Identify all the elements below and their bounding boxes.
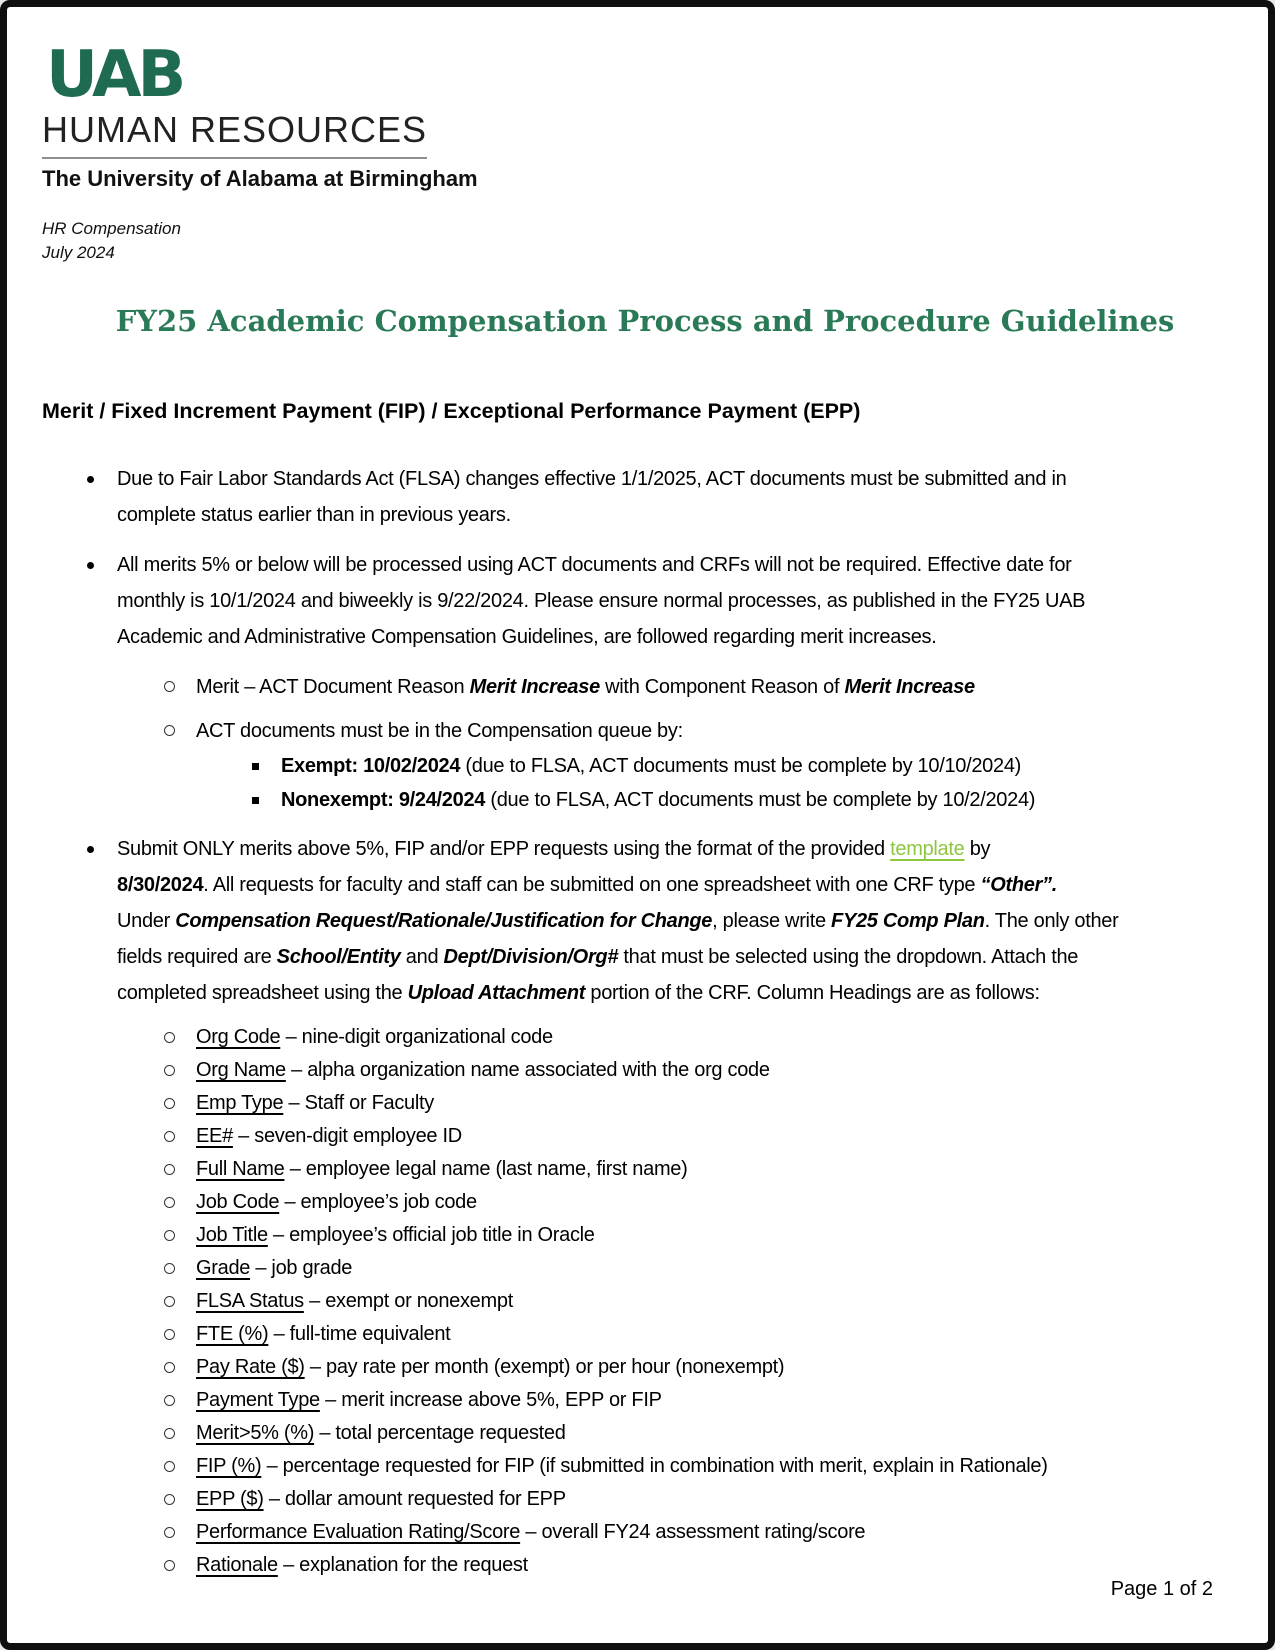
circle-bullet-icon [164, 1230, 175, 1241]
disc-bullet-icon [87, 846, 94, 853]
list-item [42, 1021, 1248, 1054]
list-item-text: FTE (%) – full-time equivalent [196, 1323, 451, 1345]
list-item [42, 1483, 1248, 1516]
circle-bullet-icon [164, 1032, 175, 1043]
list-item [42, 1285, 1248, 1318]
circle-bullet-icon [164, 1263, 175, 1274]
disc-bullet-icon [87, 562, 94, 569]
list-item-text: Submit ONLY merits above 5%, FIP and/or EPP requests using the format of the provided template by 8/30/2024. All requests for faculty and staff can be submitted on one spreadsheet with one CRF type “Other”. Under Compensation Request/Rationale/Justification for Change, please write FY25 Comp Plan. The only other fields required are School/Entity and Dept/Division/Org# that must be selected using the dropdown. Attach the completed spreadsheet using the Upload Attachment portion of the CRF. Column Headings are as follows: [117, 838, 1119, 1004]
circle-bullet-icon [164, 1296, 175, 1307]
circle-bullet-icon [164, 1560, 175, 1571]
list-item [42, 1516, 1248, 1549]
list-item [42, 783, 1248, 817]
template-link[interactable]: template [890, 838, 965, 860]
list-item-text: EE# – seven-digit employee ID [196, 1125, 462, 1147]
list-item [42, 1054, 1248, 1087]
list-item-text: Full Name – employee legal name (last name, first name) [196, 1158, 688, 1180]
circle-bullet-icon [164, 1362, 175, 1373]
meta-line-department: HR Compensation [42, 219, 181, 238]
list-item-text: Job Code – employee’s job code [196, 1191, 477, 1213]
list-item [42, 1153, 1248, 1186]
list-item-text: Job Title – employee’s official job title in Oracle [196, 1224, 595, 1246]
list-item [42, 749, 1248, 783]
list-item-text: Exempt: 10/02/2024 (due to FLSA, ACT documents must be complete by 10/10/2024) [281, 755, 1022, 777]
circle-bullet-icon [164, 1098, 175, 1109]
list-item [42, 1549, 1248, 1582]
circle-bullet-icon [164, 1494, 175, 1505]
list-item [42, 1087, 1248, 1120]
circle-bullet-icon [164, 1164, 175, 1175]
list-item-text: Rationale – explanation for the request [196, 1554, 528, 1576]
footer [1111, 1577, 1213, 1601]
list-item [42, 1252, 1248, 1285]
org-name: HUMAN RESOURCES [42, 109, 428, 150]
list-item [42, 1351, 1248, 1384]
list-item-text: Payment Type – merit increase above 5%, EPP or FIP [196, 1389, 662, 1411]
list-item [42, 1120, 1248, 1153]
list-item-text: Merit – ACT Document Reason Merit Increase with Component Reason of Merit Increase [196, 676, 975, 698]
circle-bullet-icon [164, 1395, 175, 1406]
meta-line-date: July 2024 [42, 243, 115, 262]
list-item [42, 1219, 1248, 1252]
list-item-text: FLSA Status – exempt or nonexempt [196, 1290, 513, 1312]
square-bullet-icon [252, 797, 259, 804]
circle-bullet-icon [164, 1065, 175, 1076]
document-body [42, 461, 1248, 1582]
list-item-text: Grade – job grade [196, 1257, 353, 1279]
list-item-text: EPP ($) – dollar amount requested for EPP [196, 1488, 566, 1510]
list-item-text: Org Name – alpha organization name associated with the org code [196, 1059, 770, 1081]
list-item [42, 713, 1248, 749]
list-item [42, 547, 1248, 655]
university-tagline: The University of Alabama at Birmingham [42, 166, 478, 191]
list-item [42, 1417, 1248, 1450]
square-bullet-icon [252, 763, 259, 770]
list-item [42, 1318, 1248, 1351]
circle-bullet-icon [164, 1527, 175, 1538]
list-item [42, 1186, 1248, 1219]
list-item-text: ACT documents must be in the Compensation queue by: [196, 720, 683, 742]
header [42, 38, 1248, 265]
list-item-text: Performance Evaluation Rating/Score – overall FY24 assessment rating/score [196, 1521, 866, 1543]
circle-bullet-icon [164, 1428, 175, 1439]
circle-bullet-icon [164, 1131, 175, 1142]
list-item-text: Due to Fair Labor Standards Act (FLSA) changes effective 1/1/2025, ACT documents must be submitted and in complete status earlier than in previous years. [117, 468, 1067, 526]
circle-bullet-icon [164, 681, 175, 692]
page-number: Page 1 of 2 [1110, 1578, 1213, 1600]
list-item-text: Pay Rate ($) – pay rate per month (exempt) or per hour (nonexempt) [196, 1356, 785, 1378]
disc-bullet-icon [87, 476, 94, 483]
list-item [42, 831, 1248, 1011]
circle-bullet-icon [164, 1197, 175, 1208]
circle-bullet-icon [164, 1329, 175, 1340]
list-item-text: Merit>5% (%) – total percentage requested [196, 1422, 566, 1444]
circle-bullet-icon [164, 725, 175, 736]
section-heading: Merit / Fixed Increment Payment (FIP) / Exceptional Performance Payment (EPP) [42, 399, 861, 423]
list-item-text: Nonexempt: 9/24/2024 (due to FLSA, ACT documents must be complete by 10/2/2024) [281, 789, 1036, 811]
page-title: FY25 Academic Compensation Process and Procedure Guidelines [115, 304, 1175, 338]
list-item [42, 669, 1248, 705]
list-item [42, 461, 1248, 533]
doc-meta [42, 217, 1248, 265]
list-item-text: FIP (%) – percentage requested for FIP (if submitted in combination with merit, explain in Rationale) [196, 1455, 1048, 1477]
uab-logo: UAB [46, 38, 183, 112]
list-item-text: Emp Type – Staff or Faculty [196, 1092, 434, 1114]
logo-divider [42, 157, 427, 159]
list-item [42, 1450, 1248, 1483]
list-item [42, 1384, 1248, 1417]
list-item-text: All merits 5% or below will be processed using ACT documents and CRFs will not be required. Effective date for monthly is 10/1/2024 and biweekly is 9/22/2024. Please ensure normal processes, as published in the FY25 UAB Academic and Administrative Compensation Guidelines, are followed regarding merit increases. [117, 554, 1086, 648]
list-item-text: Org Code – nine-digit organizational code [196, 1026, 553, 1048]
circle-bullet-icon [164, 1461, 175, 1472]
